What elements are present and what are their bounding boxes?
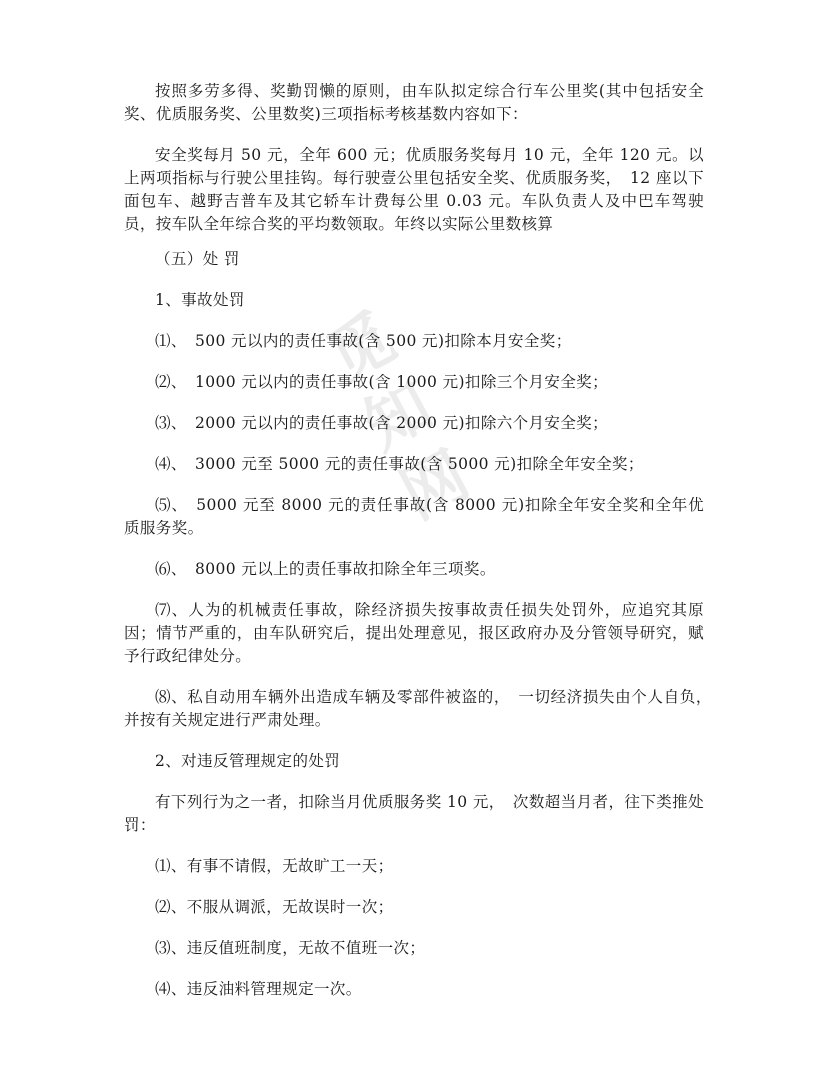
subheading-accident-penalties: 1、事故处罚 xyxy=(155,291,245,309)
document-body xyxy=(124,80,720,1019)
list-item: ⑴、 500 元以内的责任事故(含 500 元)扣除本月安全奖； xyxy=(155,332,572,350)
list-item: ⑶、违反值班制度，无故不值班一次； xyxy=(155,939,426,957)
list-item: ⑵、不服从调派，无故误时一次； xyxy=(155,898,394,916)
list-item: ⑶、 2000 元以内的责任事故(含 2000 元)扣除六个月安全奖； xyxy=(155,414,609,432)
list-item: ⑹、 8000 元以上的责任事故扣除全年三项奖。 xyxy=(155,560,496,578)
list-item: ⑷、 3000 元至 5000 元的责任事故(含 5000 元)扣除全年安全奖； xyxy=(155,455,644,473)
list-item: ⑷、违反油料管理规定一次。 xyxy=(155,980,362,998)
section-heading-penalties: （五）处 罚 xyxy=(155,250,240,268)
list-item: ⑸、 5000 元至 8000 元的责任事故(含 8000 元)扣除全年安全奖和全年优质服务奖。 xyxy=(124,496,704,537)
watermark: 觅 知 网 xyxy=(316,300,481,534)
list-item: ⑻、私自动用车辆外出造成车辆及零部件被盗的， 一切经济损失由个人自负， 并按有关规定进行严肃处理。 xyxy=(124,688,720,729)
paragraph-bonus-standards: 安全奖每月 50 元，全年 600 元；优质服务奖每月 10 元，全年 120 元。以上两项指标与行驶公里挂钩。每行驶壹公里包括安全奖、优质服务奖， 12 座以下面包车、越野吉普车及其它轿车计费每公里 0.03 元。车队负责人及中巴车驾驶员，按车队全年综合奖的平均数领取。年终以实际公里数核算 xyxy=(124,146,704,233)
subheading-rule-violations: 2、对违反管理规定的处罚 xyxy=(155,752,341,770)
paragraph-intro: 按照多劳多得、奖勤罚懒的原则，由车队拟定综合行车公里奖(其中包括安全奖、优质服务奖、公里数奖)三项指标考核基数内容如下： xyxy=(124,82,704,123)
list-item: ⑵、 1000 元以内的责任事故(含 1000 元)扣除三个月安全奖； xyxy=(155,373,609,391)
paragraph-violation-intro: 有下列行为之一者，扣除当月优质服务奖 10 元， 次数超当月者，往下类推处罚： xyxy=(124,793,704,834)
list-item: ⑴、有事不请假，无故旷工一天； xyxy=(155,857,394,875)
list-item: ⑺、人为的机械责任事故，除经济损失按事故责任损失处罚外，应追究其原因；情节严重的，由车队研究后，提出处理意见，报区政府办及分管领导研究，赋予行政纪律处分。 xyxy=(124,601,704,665)
